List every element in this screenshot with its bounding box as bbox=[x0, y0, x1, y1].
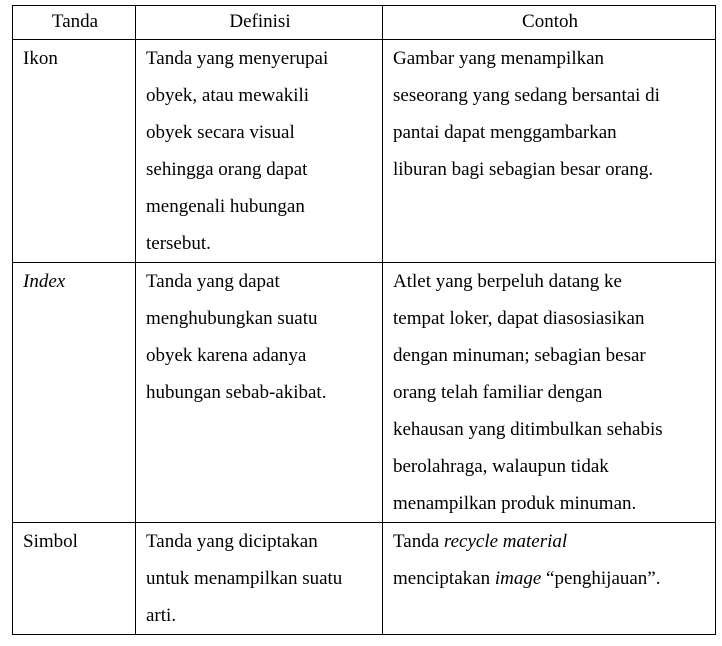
text-fragment: “penghijauan”. bbox=[541, 568, 661, 589]
text-line: mengenali hubungan bbox=[146, 196, 305, 217]
cell-contoh bbox=[383, 40, 716, 263]
header-contoh: Contoh bbox=[383, 6, 716, 40]
cell-tanda bbox=[13, 523, 136, 635]
text-line: obyek karena adanya bbox=[146, 345, 307, 366]
text-line: Atlet yang berpeluh datang ke bbox=[393, 271, 622, 292]
text-line: hubungan sebab-akibat. bbox=[146, 382, 327, 403]
text-line: pantai dapat menggambarkan bbox=[393, 122, 617, 143]
cell-tanda bbox=[13, 40, 136, 263]
cell-contoh bbox=[383, 263, 716, 523]
text-line: tempat loker, dapat diasosiasikan bbox=[393, 308, 645, 329]
text-line: Tanda yang dapat bbox=[146, 271, 280, 292]
text-line: menampilkan produk minuman. bbox=[393, 493, 637, 514]
text-line: seseorang yang sedang bersantai di bbox=[393, 85, 660, 106]
table-row-ikon bbox=[13, 40, 716, 263]
italic-term: recycle material bbox=[443, 531, 568, 552]
cell-contoh bbox=[383, 523, 716, 635]
text-fragment: Tanda bbox=[393, 531, 444, 552]
text-line: Tanda yang menyerupai bbox=[146, 48, 329, 69]
text-line: Tanda yang diciptakan bbox=[146, 531, 318, 552]
tanda-label: Index bbox=[23, 271, 66, 292]
table-row-simbol bbox=[13, 523, 716, 635]
cell-definisi bbox=[136, 523, 383, 635]
semiotics-table bbox=[12, 5, 716, 635]
text-line: orang telah familiar dengan bbox=[393, 382, 603, 403]
text-line: berolahraga, walaupun tidak bbox=[393, 456, 609, 477]
text-line: arti. bbox=[146, 605, 177, 626]
tanda-label: Ikon bbox=[23, 48, 58, 69]
italic-term: image bbox=[494, 568, 542, 589]
cell-tanda bbox=[13, 263, 136, 523]
text-line: kehausan yang ditimbulkan sehabis bbox=[393, 419, 663, 440]
header-tanda: Tanda bbox=[13, 6, 136, 40]
text-line: sehingga orang dapat bbox=[146, 159, 308, 180]
cell-definisi bbox=[136, 40, 383, 263]
text-line: menghubungkan suatu bbox=[146, 308, 318, 329]
text-line: obyek secara visual bbox=[146, 122, 295, 143]
cell-definisi bbox=[136, 263, 383, 523]
text-line: tersebut. bbox=[146, 233, 211, 254]
table-header-row bbox=[13, 6, 716, 40]
table-row-index bbox=[13, 263, 716, 523]
text-line: dengan minuman; sebagian besar bbox=[393, 345, 646, 366]
header-definisi: Definisi bbox=[136, 6, 383, 40]
tanda-label: Simbol bbox=[23, 531, 78, 552]
text-line: obyek, atau mewakili bbox=[146, 85, 310, 106]
text-line: Gambar yang menampilkan bbox=[393, 48, 605, 69]
text-line: liburan bagi sebagian besar orang. bbox=[393, 159, 654, 180]
text-line: untuk menampilkan suatu bbox=[146, 568, 343, 589]
text-fragment: menciptakan bbox=[393, 568, 495, 589]
